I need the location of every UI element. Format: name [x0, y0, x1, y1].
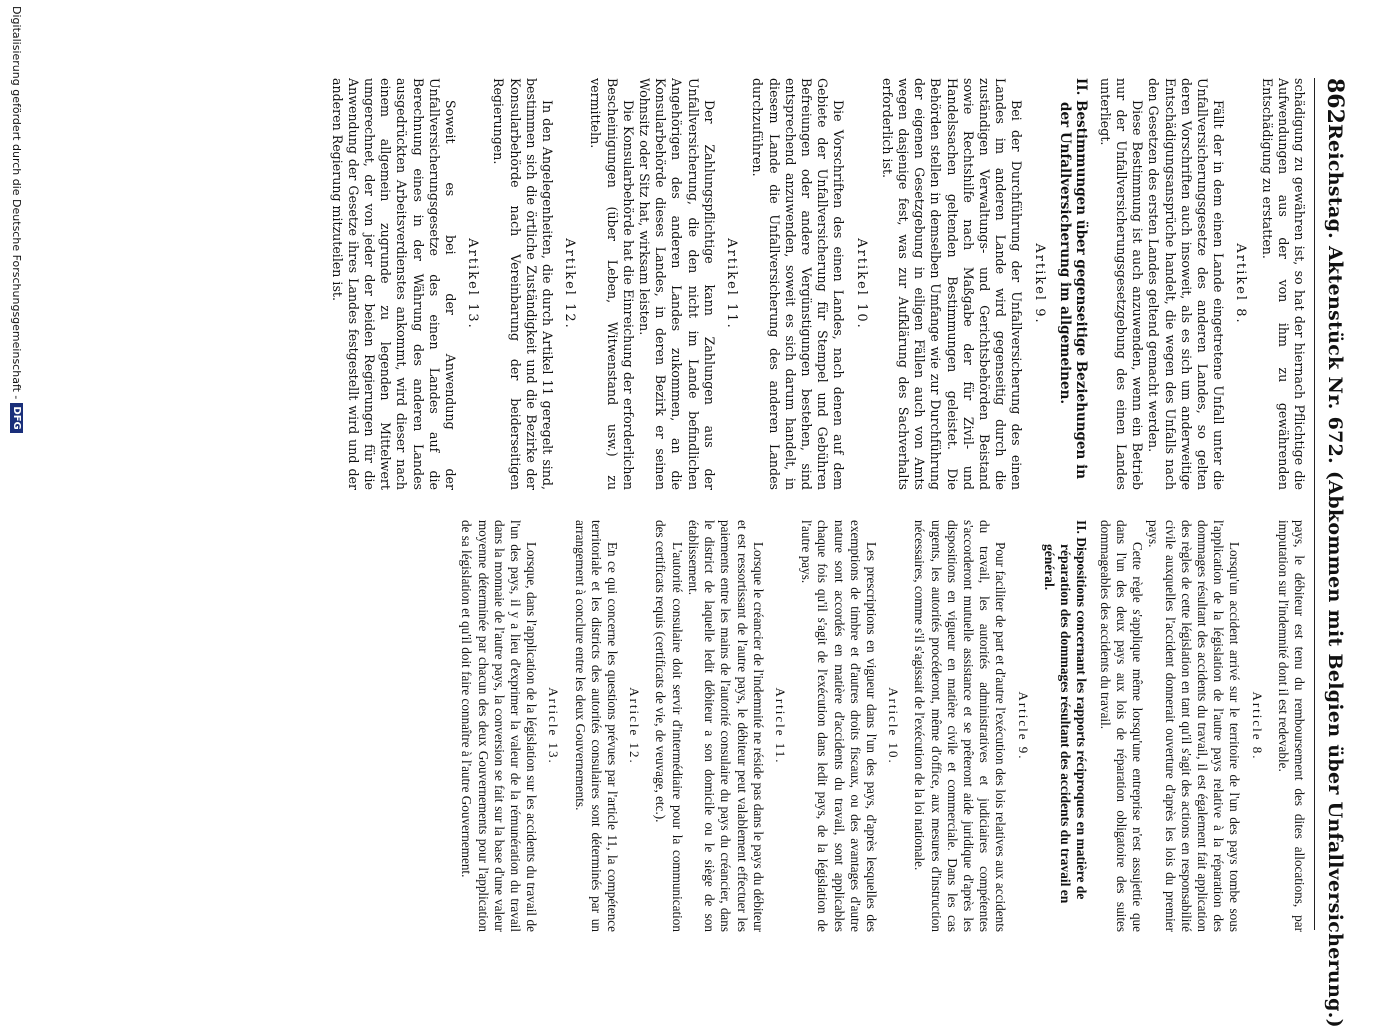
german-article-10-heading: Artikel 10.	[853, 238, 869, 330]
french-article-9-paragraph: Pour faciliter de part et d'autre l'exécution des lois relatives aux accidents du travail, les autorités administratives et judiciaires compétentes s'accorderont mutuelle assistance et se prêteront aide juridique d'après les dispositions en vigueur en matière civile et commerciale. Dans les cas urgents, les autorités procéderont, même d'office, aux mesures d'instruction nécessaires, comme s'il s'agissait de l'exécution de la loi nationale.	[912, 520, 1009, 932]
german-intro: schädigung zu gewähren ist, so hat der hiernach Pflichtige die Aufwendungen aus der von ihm zu gewährenden Entschädigung zu erstatten.	[1259, 78, 1307, 490]
french-article-11-heading: Article 11.	[772, 687, 788, 765]
dfg-logo-icon: DFG	[11, 403, 24, 432]
french-section-2-number: II.	[1073, 520, 1089, 534]
french-article-8-paragraph: Cette règle s'applique même lorsqu'une entreprise n'est assujettie que dans l'un des deux pays aux lois de réparation obligatoire des suites dommageables des accidents du travail.	[1097, 520, 1146, 932]
german-article-9-heading: Artikel 9.	[1031, 243, 1047, 325]
page-number: 862	[1322, 78, 1348, 124]
german-article-12-paragraph: In den Angelegenheiten, die durch Artikel 11 geregelt sind, bestimmen sich die örtliche Zuständigkeit und die Bezirke der Konsularbehörde nach Vereinbarung der beiderseitigen Regierungen.	[491, 78, 556, 490]
french-article-11-paragraph: L'autorité consulaire doit servir d'intermédiaire pour la communication des certificats requis (certificats de vie, de veuvage, etc.).	[653, 520, 685, 932]
french-section-2-heading	[1041, 520, 1089, 932]
digitization-footer	[4, 0, 30, 1006]
french-section-2-title: Dispositions concernant les rapports réciproques en matière de réparation des dommages résultant des accidents du travail en général.	[1041, 537, 1089, 904]
page-header	[1314, 78, 1355, 1028]
german-section-2-title: Bestimmungen über gegenseitige Beziehungen in der Unfallversicherung im allgemeinen.	[1056, 100, 1089, 480]
french-article-13-paragraph: Lorsque, dans l'application de la législation sur les accidents du travail de l'un des pays, il y a lieu d'exprimer la valeur de la rémunération du travail dans la monnaie de l'autre pays, la conversion se fait sur la base d'une valeur moyenne déterminée par chacun des deux Gouvernements pour l'application de sa législation et qu'il doit faire connaître à l'autre Gouvernement.	[459, 520, 540, 932]
german-article-12-heading: Artikel 12.	[562, 238, 578, 330]
french-article-8-paragraph: Lorsqu'un accident arrivé sur le territoire de l'un des pays tombe sous l'application de la législation de l'autre pays relative à la réparation des dommages résultant des accidents du travail, il est également fait application des règles de cette législation en tant qu'il s'agit des actions en responsabilité civile auxquelles l'accident donnerait ouverture d'après les lois du premier pays.	[1146, 520, 1243, 932]
german-column	[77, 78, 1307, 490]
german-article-9-paragraph: Bei der Durchführung der Unfallversicherung des einen Landes im anderen Lande wird gegenseitig durch die zuständigen Verwaltungs- und Gerichtsbehörden Beistand sowie Rechtshilfe nach Maßgabe der für Zivil- und Handelssachen geltenden Bestimmungen geleistet. Die Behörden stellen in demselben Umfange wie zur Durchführung der eigenen Gesetzgebung in eiligen Fällen auch von Amts wegen dasjenige fest, was zur Aufklärung des Sachverhalts erforderlich ist.	[879, 78, 1025, 490]
french-intro: pays, le débiteur est tenu du remboursement des dites allocations, par imputation sur l'indemnité dont il est redevable.	[1275, 520, 1307, 932]
french-article-12-heading: Article 12.	[627, 687, 643, 765]
french-article-12-paragraph: En ce qui concerne les questions prévues par l'article 11, la compétence territoriale et les districts des autorités consulaires sont déterminés par un arrangement à conclure entre les deux Gouvernements.	[572, 520, 621, 932]
german-article-8-paragraph: Fällt der in dem einen Lande eingetretene Unfall unter die Unfallversicherungsgesetze des anderen Landes, so gelten deren Vorschriften auch insoweit, als es sich um anderweitige Entschädigungsansprüche handelt, die wegen des Unfalls nach den Gesetzen des ersten Landes geltend gemacht werden.	[1146, 78, 1227, 490]
german-section-2-number: II.	[1072, 78, 1089, 96]
french-article-8-heading: Article 8.	[1249, 691, 1265, 761]
french-article-10-heading: Article 10.	[886, 687, 902, 765]
french-article-9-heading: Article 9.	[1015, 691, 1031, 761]
page-title: Reichstag. Aktenstück Nr. 672. (Abkommen mit Belgien über Unfallversicherung.)	[1324, 123, 1346, 1028]
german-article-13-heading: Artikel 13.	[465, 238, 481, 330]
french-article-11-paragraph: Lorsque le créancier de l'indemnité ne réside pas dans le pays du débiteur et est ressortissant de l'autre pays, le débiteur peut valablement effectuer les paiements entre les mains de l'autorité consulaire du pays du créancier, dans le district de laquelle ledit débiteur a son domicile ou le siège de son établissement.	[685, 520, 766, 932]
french-column	[77, 520, 1307, 932]
german-article-11-paragraph: Der Zahlungspflichtige kann Zahlungen aus der Unfallversicherung, die den nicht im Lande befindlichen Angehörigen des anderen Landes zukommen, an die Konsularbehörde dieses Landes, in deren Bezirk er seinen Wohnsitz oder Sitz hat, wirksam leisten.	[637, 78, 717, 490]
german-section-2-heading	[1057, 78, 1089, 490]
footer-credit: Digitalisierung gefördert durch die Deutsche Forschungsgemeinschaft -	[10, 6, 24, 400]
german-article-11-paragraph: Die Konsularbehörde hat die Einreichung der erforderlichen Bescheinigungen (über Leben, Witwenstand usw.) zu vermitteln.	[588, 78, 636, 490]
german-article-13-paragraph: Soweit es bei der Anwendung der Unfallversicherungsgesetze des einen Landes auf die Berechnung eines in der Währung des anderen Landes ausgedrückten Arbeitsverdienstes ankommt, wird dieser nach einem allgemein zugrunde zu legenden Mittelwert umgerechnet, der von jeder der beiden Regierungen für die Anwendung der Gesetze ihres Landes festgestellt wird und der anderen Regierung mitzuteilen ist.	[329, 78, 459, 490]
german-article-8-heading: Artikel 8.	[1233, 243, 1249, 325]
german-article-11-heading: Artikel 11.	[724, 238, 740, 330]
french-article-13-heading: Article 13.	[546, 687, 562, 765]
german-article-8-paragraph: Diese Bestimmung ist auch anzuwenden, wenn ein Betrieb nur der Unfallversicherungsgesetzgebung des einen Landes unterliegt.	[1097, 78, 1146, 490]
german-article-10-paragraph: Die Vorschriften des einen Landes, nach denen auf dem Gebiete der Unfallversicherung für Stempel und Gebühren Befreiungen oder andere Vergünstigungen bestehen, sind entsprechend anzuwenden, soweit es sich darum handelt, in diesem Lande die Unfallversicherung des anderen Landes durchzuführen.	[750, 78, 847, 490]
french-article-10-paragraph: Les prescriptions en vigueur dans l'un des pays, d'après lesquelles des exemptions de timbre et d'autres droits fiscaux, ou des avantages d'autre nature sont accordés en matière d'accidents du travail, sont applicables chaque fois qu'il s'agit de l'exécution dans ledit pays, de la législation de l'autre pays.	[799, 520, 879, 932]
